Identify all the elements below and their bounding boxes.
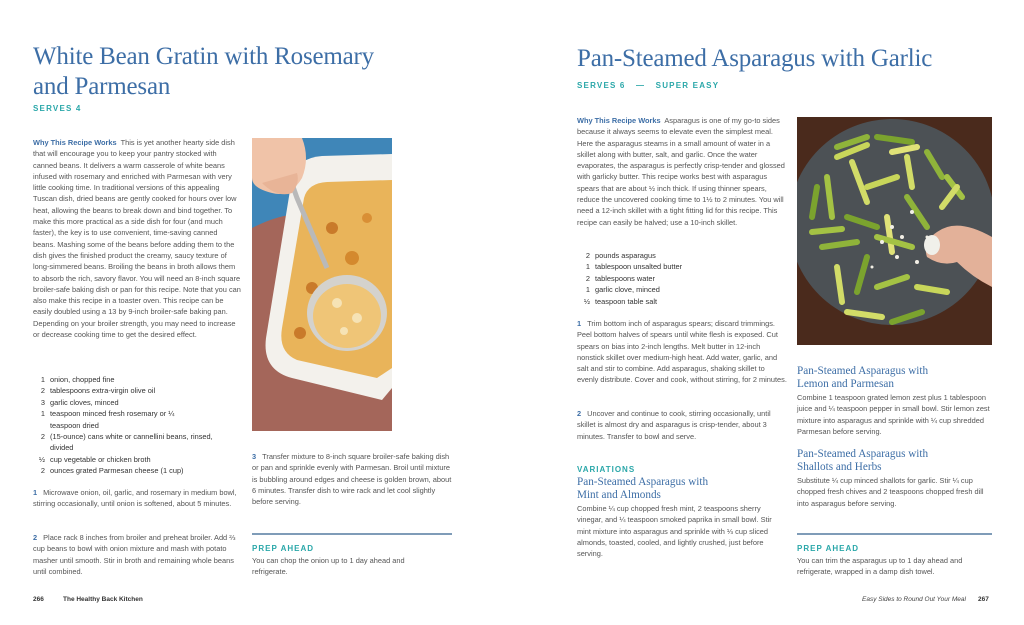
- variation-text: Combine 1 teaspoon grated lemon zest plus 1 tablespoon juice and ¼ teaspoon pepper in small bowl. Stir lemon zest mixture into asparagus and sprinkle with ¼ cup shredded Parmesan before serving.: [797, 393, 990, 436]
- variations-label: VARIATIONS: [577, 465, 636, 474]
- step: [33, 532, 241, 577]
- ingredient-item: [30, 397, 240, 408]
- variation-title: [797, 365, 1007, 391]
- step-text: Place rack 8 inches from broiler and preheat broiler. Add ⅔ cup beans to bowl with onion mixture and mash with potato masher until smooth. Stir in broth and remaining whole beans until combined.: [33, 533, 236, 576]
- why-label: Why This Recipe Works: [577, 116, 661, 125]
- step: [577, 408, 787, 442]
- ingredient-text: (15-ounce) cans white or cannellini beans, rinsed, divided: [50, 432, 213, 453]
- title-line: and Parmesan: [33, 73, 171, 100]
- variation-title-line: Mint and Almonds: [577, 489, 661, 501]
- variation-title-line: Lemon and Parmesan: [797, 378, 894, 390]
- ingredient-text: pounds asparagus: [595, 251, 656, 260]
- ingredient-item: [575, 296, 785, 307]
- running-head: The Healthy Back Kitchen: [63, 596, 143, 603]
- recipe-title: [33, 42, 393, 102]
- ingredient-text: tablespoons water: [595, 273, 655, 283]
- prep-ahead-label: PREP AHEAD: [252, 544, 315, 553]
- ingredient-text: cup vegetable or chicken broth: [50, 454, 151, 464]
- ingredient-qty: ½: [583, 296, 590, 306]
- ingredient-text: teaspoon minced fresh rosemary or ¼ teaspoon dried: [50, 409, 175, 430]
- ingredient-qty: 2: [40, 432, 45, 442]
- step-text: Transfer mixture to 8-inch square broiler-safe baking dish or pan and sprinkle evenly with Parmesan. Broil until mixture is bubbling around edges and cheese is golden brown, about 6 minutes. Transfer dish to wire rack and let cool slightly before serving.: [252, 452, 452, 507]
- asparagus-photo: [797, 117, 992, 345]
- white-bean-gratin-photo: [252, 138, 392, 431]
- step-number: 1: [577, 319, 582, 328]
- ingredient-item: [30, 374, 240, 385]
- step: [33, 487, 241, 510]
- ingredient-item: [30, 465, 240, 476]
- super-easy-tag: SUPER EASY: [655, 81, 720, 90]
- page-number: 266: [33, 596, 44, 603]
- ingredient-qty: 1: [40, 375, 45, 384]
- step-number: 1: [33, 488, 38, 497]
- gratin-photo-illustration: [252, 138, 392, 431]
- ingredient-item: [30, 385, 240, 396]
- why-text: Asparagus is one of my go-to sides because it always seems to elevate even the simplest meal. Here the asparagus steams in a small amount of water in a skillet along with butter, salt, and garlic. Once the water evaporates, the asparagus is perfectly crisp-tender and glossed with garlicky butter. This recipe works best with asparagus spears that are about ½ inch thick. If using thinner spears, reduce the uncovered cooking time to 1½ to 2 minutes. You will need a 12-inch skillet with a tight fitting lid for this recipe. This recipe can easily be halved; use a 10-inch skillet.: [577, 116, 785, 227]
- ingredient-text: tablespoon unsalted butter: [595, 262, 683, 272]
- variation-title: [797, 448, 1007, 474]
- ingredient-item: [575, 261, 785, 272]
- step-text: Microwave onion, oil, garlic, and rosemary in medium bowl, stirring occasionally, until onion is softened, about 5 minutes.: [33, 488, 237, 509]
- ingredient-item: [575, 273, 785, 284]
- section-divider: [797, 533, 992, 535]
- step: [252, 451, 452, 507]
- variation-title-line: Pan-Steamed Asparagus with: [577, 476, 709, 488]
- separator: —: [636, 81, 646, 90]
- section-divider: [252, 533, 452, 535]
- title-line: White Bean Gratin with Rosemary: [33, 43, 374, 70]
- ingredient-text: garlic clove, minced: [595, 285, 660, 295]
- prep-ahead-text: You can trim the asparagus up to 1 day ahead and refrigerate, wrapped in a damp dish towel.: [797, 556, 963, 577]
- ingredient-qty: ½: [38, 454, 45, 464]
- asparagus-photo-illustration: [797, 117, 992, 345]
- why-label: Why This Recipe Works: [33, 138, 117, 147]
- ingredient-qty: 2: [40, 466, 45, 476]
- serves-label: SERVES 6: [577, 81, 626, 90]
- variation-title: [577, 476, 787, 502]
- why-this-recipe-works: [577, 115, 785, 228]
- ingredient-item: [575, 250, 785, 261]
- recipe-title: Pan-Steamed Asparagus with Garlic: [577, 45, 933, 72]
- variation-title-line: Pan-Steamed Asparagus with: [797, 365, 929, 377]
- ingredient-qty: 1: [40, 409, 45, 419]
- step-number: 2: [577, 409, 582, 418]
- serves-line: [577, 81, 719, 91]
- why-this-recipe-works: [33, 137, 241, 340]
- variation-title-line: Pan-Steamed Asparagus with: [797, 448, 929, 460]
- ingredient-text: tablespoons extra-virgin olive oil: [50, 386, 156, 396]
- variation-text: Substitute ¼ cup minced shallots for garlic. Stir ¼ cup chopped fresh chives and 2 teaspoons chopped fresh dill into asparagus before serving.: [797, 476, 984, 508]
- ingredient-qty: 2: [585, 273, 590, 283]
- running-head: Easy Sides to Round Out Your Meal: [862, 596, 966, 603]
- prep-ahead-text: You can chop the onion up to 1 day ahead and refrigerate.: [252, 556, 405, 577]
- step-text: Trim bottom inch of asparagus spears; discard trimmings. Peel bottom halves of spears until white flesh is exposed. Cut spears on bias into 2-inch lengths. Melt butter in 12-inch nonstick skillet over medium-high heat. Add water, garlic, and salt and stir to combine. Add asparagus, shaking skillet to evenly distribute. Cover and cook, without stirring, for 2 minutes.: [577, 319, 787, 385]
- ingredient-item: [575, 284, 785, 295]
- ingredient-qty: 2: [585, 251, 590, 260]
- serves-label: SERVES 4: [33, 104, 82, 113]
- variation-title-line: Shallots and Herbs: [797, 461, 882, 473]
- ingredient-item: [30, 454, 240, 465]
- ingredient-list: [30, 374, 240, 477]
- ingredient-qty: 2: [40, 386, 45, 396]
- ingredient-text: onion, chopped fine: [50, 375, 115, 384]
- ingredient-list: [575, 250, 785, 307]
- why-text: This is yet another hearty side dish that will encourage you to keep your pantry stocked with canned beans. It delivers a warm casserole of white beans infused with rosemary and enriched with Parmesan with very little cooking time. In traditional versions of this appealing Tuscan dish, dried beans are gently cooked for hours over low heat, allowing the beans to break down and bind together. To make this more practical as a side dish for four (and much faster), the key is to use convenient, time-saving canned beans. Mashing some of the beans before adding them to the dish gives the finished product the creamy, saucy texture of long-simmered beans. Broiling the beans in broth allows them to absorb the rich, savory flavor. You will need an 8-inch square broiler-safe baking dish or pan for this recipe. Note that you can also make this recipe in a toaster oven. This recipe can be easily doubled using a 13 by 9-inch broiler-safe baking pan. Depending on your broiler strength, you may need to increase or decrease cooking time to get the desired effect.: [33, 138, 241, 340]
- ingredient-item: [30, 431, 240, 454]
- variation-text: Combine ¼ cup chopped fresh mint, 2 teaspoons sherry vinegar, and ¼ teaspoon smoked paprika in small bowl. Stir mint mixture into asparagus and sprinkle with ⅓ cup sliced almonds, toasted, cooled, and lightly crushed, just before serving.: [577, 504, 772, 559]
- ingredient-qty: 3: [40, 397, 45, 407]
- ingredient-qty: 1: [585, 285, 590, 295]
- step: [577, 318, 787, 386]
- step-text: Uncover and continue to cook, stirring occasionally, until skillet is almost dry and asparagus is crisp-tender, about 3 minutes. Transfer to bowl and serve.: [577, 409, 771, 441]
- step-number: 2: [33, 533, 38, 542]
- ingredient-qty: 1: [585, 262, 590, 272]
- ingredient-text: garlic cloves, minced: [50, 397, 119, 407]
- step-number: 3: [252, 452, 257, 461]
- ingredient-text: teaspoon table salt: [595, 296, 658, 306]
- ingredient-text: ounces grated Parmesan cheese (1 cup): [50, 466, 184, 476]
- prep-ahead-label: PREP AHEAD: [797, 544, 860, 553]
- ingredient-item: [30, 408, 240, 431]
- page-number: 267: [978, 596, 989, 603]
